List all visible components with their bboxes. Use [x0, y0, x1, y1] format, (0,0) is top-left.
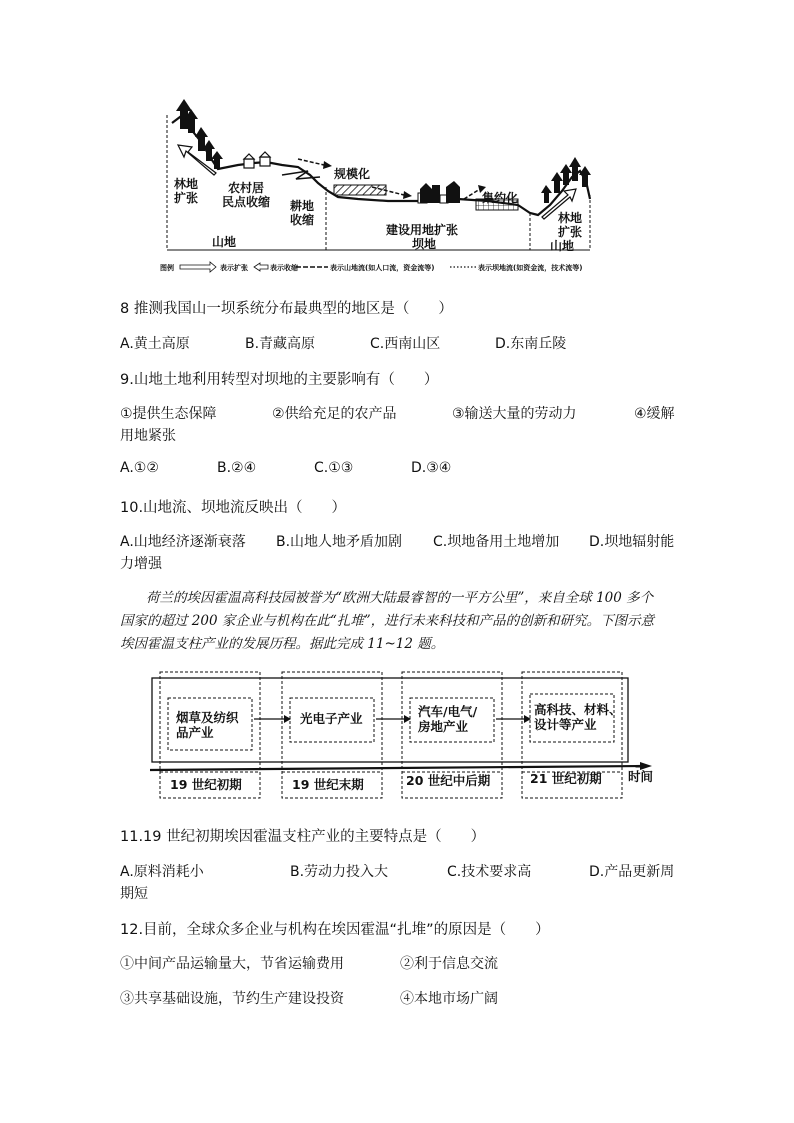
q11-option-c[interactable]: C.技术要求高: [447, 864, 532, 880]
q9-option-d[interactable]: D.③④: [411, 460, 452, 476]
mountain-dam-diagram: [158, 95, 618, 280]
q8-option-a[interactable]: A.黄土高原: [120, 336, 190, 352]
q11-stem: 11.19 世纪初期埃因霍温支柱产业的主要特点是（ ）: [120, 829, 486, 845]
time-axis: [150, 766, 642, 770]
scale-label: 规模化: [334, 167, 371, 181]
q9-item-3: ③输送大量的劳动力: [452, 406, 577, 422]
forest-left-label: 林地 扩张: [174, 177, 199, 205]
left-forest-icons: [176, 99, 223, 169]
q11-option-b[interactable]: B.劳动力投入大: [290, 864, 389, 880]
q10-option-a[interactable]: A.山地经济逐渐衰落: [120, 534, 246, 550]
q12-item-3: ③共享基础设施，节约生产建设投资: [120, 991, 344, 1007]
dam-flow-arrow: [464, 189, 480, 199]
q9-option-c[interactable]: C.①③: [314, 460, 354, 476]
q9-stem: 9.山地土地利用转型对坝地的主要影响有（ ）: [120, 372, 439, 388]
q9-item-4: ④缓解: [634, 406, 675, 422]
q8-option-d[interactable]: D.东南丘陵: [495, 336, 567, 352]
period-label-4: 21 世纪初期: [530, 771, 602, 786]
farmland-shrink-icon: [282, 171, 320, 179]
build-expand-label: 建设用地扩张: [386, 223, 459, 237]
industry-diagram: [150, 668, 660, 800]
q12-item-1: ①中间产品运输量大，节省运输费用: [120, 956, 344, 972]
passage-line-3: 埃因霍温支柱产业的发展历程。据此完成 11~12 题。: [120, 636, 445, 652]
q10-option-d[interactable]: D.坝地辐射能: [589, 534, 675, 550]
period-label-1: 19 世纪初期: [170, 777, 242, 792]
q9-option-a[interactable]: A.①②: [120, 460, 159, 476]
q9-item-4-cont: 用地紧张: [120, 428, 176, 444]
q11-option-d[interactable]: D.产品更新周: [589, 864, 675, 880]
q11-option-d-cont: 期短: [120, 886, 148, 902]
intensive-label: 集约化: [482, 191, 519, 205]
mountain-flow-arrow-1: [298, 159, 324, 165]
q10-option-b[interactable]: B.山地人地矛盾加剧: [276, 534, 403, 550]
legend-shrink: 表示收缩: [270, 264, 298, 272]
q8-stem: 8 推测我国山一坝系统分布最典型的地区是（ ）: [120, 301, 453, 317]
q8-option-c[interactable]: C.西南山区: [370, 336, 441, 352]
q9-item-2: ②供给充足的农产品: [272, 406, 397, 422]
q12-item-4: ④本地市场广阔: [400, 991, 498, 1007]
rural-house-icons: [244, 152, 270, 168]
rural-shrink-label: 农村居 民点收缩: [222, 181, 271, 209]
dam-label: 坝地: [412, 237, 437, 251]
q9-item-1: ①提供生态保障: [120, 406, 217, 422]
industry-label-4: 高科技、材料、 设计等产业: [534, 702, 622, 732]
q10-stem: 10.山地流、坝地流反映出（ ）: [120, 500, 347, 516]
period-label-3: 20 世纪中后期: [406, 773, 491, 788]
q10-option-d-cont: 力增强: [120, 556, 162, 572]
forest-right-label: 林地 扩张: [558, 211, 583, 239]
q8-option-b[interactable]: B.青藏高原: [245, 336, 316, 352]
q11-option-a[interactable]: A.原料消耗小: [120, 864, 204, 880]
q12-stem: 12.目前，全球众多企业与机构在埃因霍温“扎堆”的原因是（ ）: [120, 922, 550, 938]
legend-dam-flow: 表示坝地流(如资金流，技术流等): [478, 264, 583, 272]
building-icons: [418, 181, 460, 203]
industry-label-3: 汽车/电气/ 房地产业: [418, 704, 478, 734]
time-axis-label: 时间: [628, 769, 654, 784]
q12-item-2: ②利于信息交流: [400, 956, 498, 972]
legend-shrink-symbol: [254, 263, 268, 271]
period-label-2: 19 世纪末期: [292, 777, 364, 792]
industry-label-2: 光电子产业: [300, 711, 363, 726]
mountain-left-label: 山地: [212, 235, 237, 249]
mountain-right-label: 山地: [550, 239, 575, 253]
scale-field-icon: [334, 185, 386, 195]
legend-mountain-flow: 表示山地流(如人口流，资金流等): [330, 264, 435, 272]
industry-label-1: 烟草及纺织 品产业: [176, 710, 239, 740]
legend-title: 图例: [160, 264, 174, 272]
legend-expand: 表示扩张: [220, 264, 248, 272]
passage-line-2: 国家的超过 200 家企业与机构在此“扎堆”，进行未来科技和产品的创新和研究。下图示意: [120, 613, 655, 629]
q10-option-c[interactable]: C.坝地备用土地增加: [433, 534, 560, 550]
legend-expand-symbol: [180, 262, 216, 272]
passage-line-1: 荷兰的埃因霍温高科技园被誉为“欧洲大陆最睿智的一平方公里”，来自全球 100 多个: [146, 590, 654, 606]
farmland-shrink-label: 耕地 收缩: [290, 199, 315, 227]
q9-option-b[interactable]: B.②④: [217, 460, 257, 476]
